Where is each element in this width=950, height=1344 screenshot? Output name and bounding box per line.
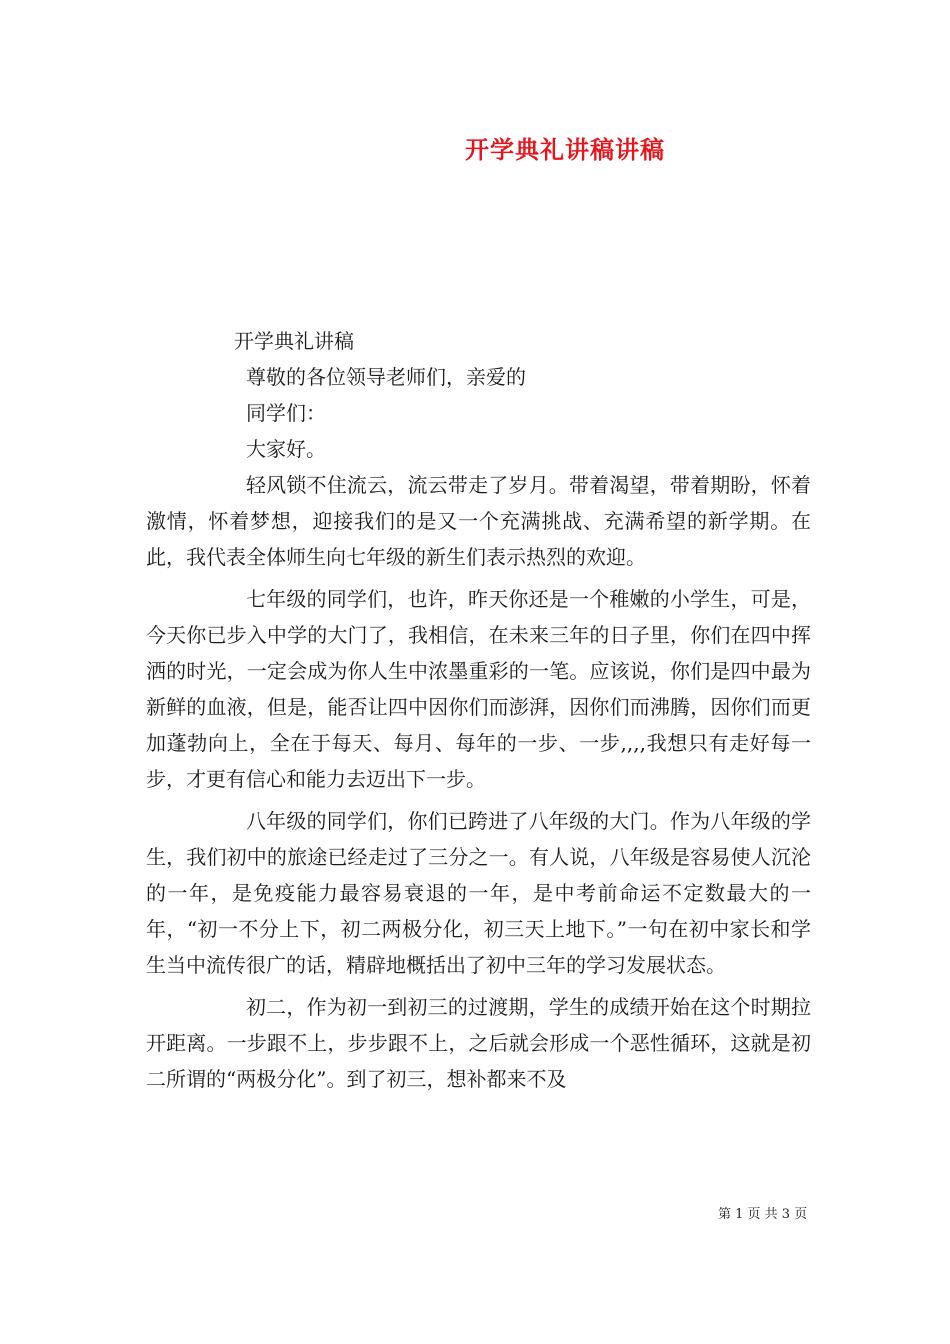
salutation-line-1: 尊敬的各位领导老师们，亲爱的 xyxy=(246,365,526,389)
document-body xyxy=(146,323,811,1103)
speech-subtitle: 开学典礼讲稿 xyxy=(234,329,354,353)
page-number-footer: 第 1 页 共 3 页 xyxy=(718,1207,808,1222)
salutation-line-2: 同学们： xyxy=(246,401,326,425)
document-title: 开学典礼讲稿讲稿 xyxy=(465,135,665,164)
paragraph: 初二，作为初一到初三的过渡期，学生的成绩开始在这个时期拉开距离。一步跟不上，步步跟不上，之后就会形成一个恶性循环，这就是初二所谓的“两极分化”。到了初三，想补都来不及 xyxy=(146,995,811,1091)
paragraph: 轻风锁不住流云，流云带走了岁月。带着渴望，带着期盼，怀着激情，怀着梦想，迎接我们的是又一个充满挑战、充满希望的新学期。在此，我代表全体师生向七年级的新生们表示热烈的欢迎。 xyxy=(146,473,811,569)
paragraph: 七年级的同学们，也许，昨天你还是一个稚嫩的小学生，可是，今天你已步入中学的大门了，我相信，在未来三年的日子里，你们在四中挥洒的时光，一定会成为你人生中浓墨重彩的一笔。应该说，你们是四中最为新鲜的血液，但是，能否让四中因你们而澎湃，因你们而沸腾，因你们而更加蓬勃向上，全在于每天、每月、每年的一步、一步,,,,我想只有走好每一步，才更有信心和能力去迈出下一步。 xyxy=(146,587,811,791)
paragraph: 八年级的同学们，你们已跨进了八年级的大门。作为八年级的学生，我们初中的旅途已经走过了三分之一。有人说，八年级是容易使人沉沦的一年，是免疫能力最容易衰退的一年，是中考前命运不定数最大的一年，“初一不分上下，初二两极分化，初三天上地下。”一句在初中家长和学生当中流传很广的话，精辟地概括出了初中三年的学习发展状态。 xyxy=(146,809,811,977)
greeting: 大家好。 xyxy=(246,437,326,461)
